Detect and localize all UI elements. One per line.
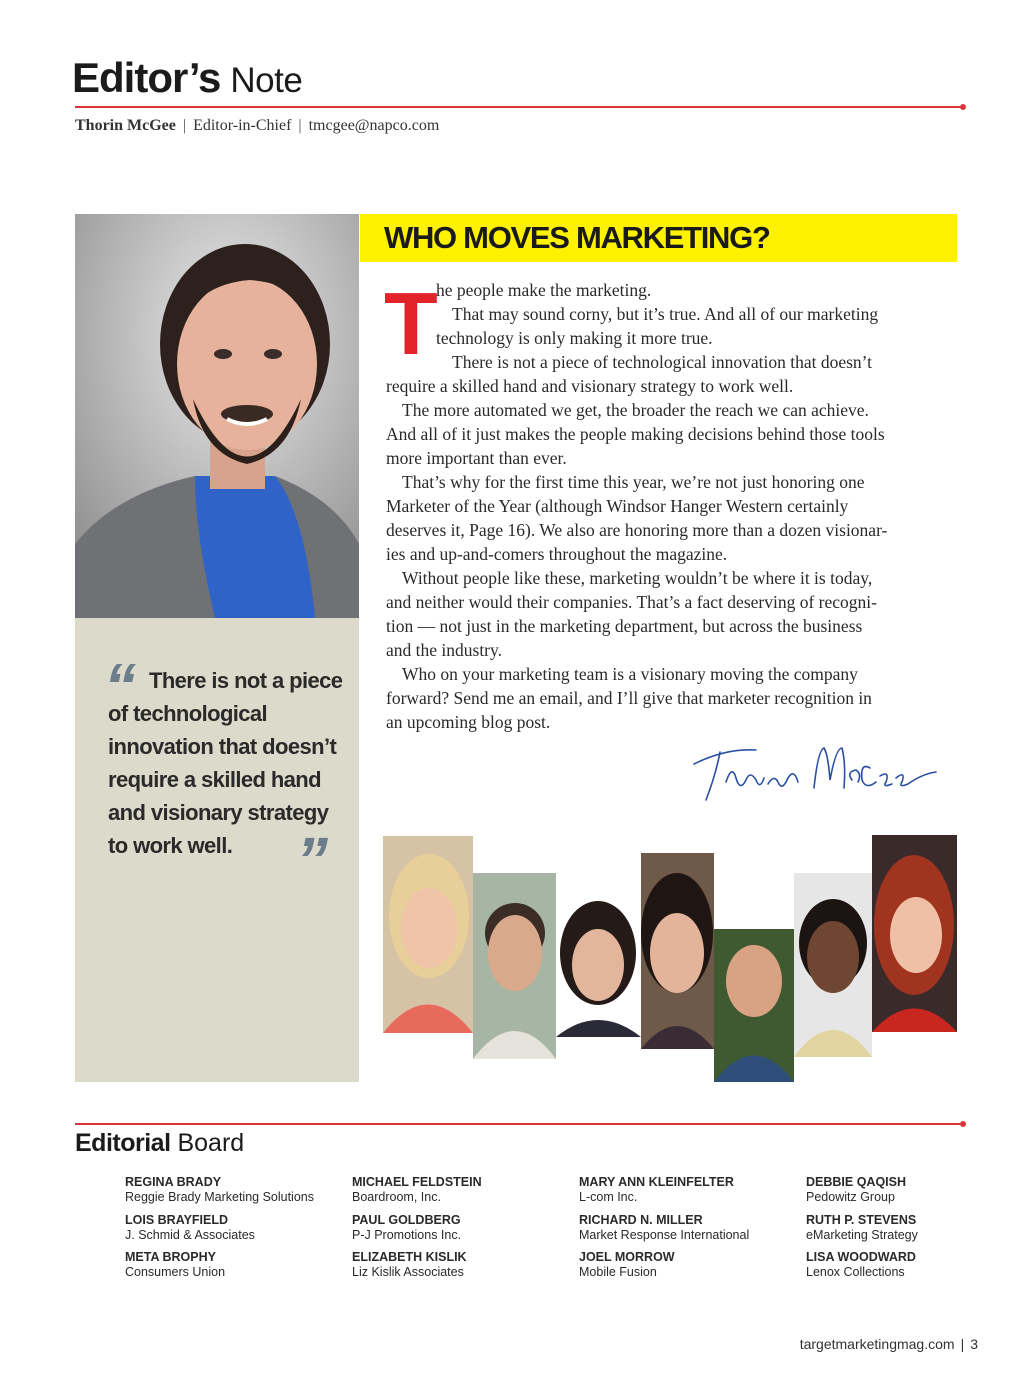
byline: Thorin McGee | Editor-in-Chief | tmcgee@napco.com	[75, 117, 440, 134]
body-line: The more automated we get, the broader the reach we can achieve.	[402, 400, 869, 420]
honoree-photo	[641, 853, 714, 1049]
honoree-photo	[383, 836, 473, 1033]
board-member: LISA WOODWARD Lenox Collections	[806, 1250, 916, 1279]
pull-quote-line: There is not a piece	[149, 668, 343, 693]
drop-cap: T	[384, 274, 438, 373]
editor-signature	[686, 734, 946, 804]
byline-role: Editor-in-Chief	[193, 117, 292, 134]
honoree-photo	[473, 873, 556, 1059]
board-rule	[75, 1123, 963, 1125]
body-line: There is not a piece of technological innovation that doesn’t	[452, 352, 873, 372]
pull-quote-line: innovation that doesn’t	[108, 734, 337, 759]
body-line: That may sound corny, but it’s true. And all of our marketing	[452, 304, 879, 324]
page-footer: targetmarketingmag.com | 3	[799, 1336, 978, 1352]
byline-email[interactable]: tmcgee@napco.com	[308, 117, 440, 134]
pull-quote-line: of technological	[108, 701, 268, 726]
board-member: PAUL GOLDBERG P-J Promotions Inc.	[352, 1213, 462, 1242]
body-line: and neither would their companies. That’s a fact deserving of recogni-	[386, 592, 877, 612]
page-title-bold: Editor’s	[72, 54, 221, 101]
honoree-photo	[872, 835, 957, 1032]
open-quote-mark: “	[104, 650, 136, 722]
board-member: RICHARD N. MILLER Market Response International	[579, 1213, 750, 1242]
board-member: RUTH P. STEVENS eMarketing Strategy	[806, 1213, 918, 1242]
body-line: forward? Send me an email, and I’ll give that marketer recognition in	[386, 688, 872, 708]
pull-quote-line: require a skilled hand	[108, 767, 321, 792]
body-line: he people make the marketing.	[436, 280, 652, 300]
board-member: DEBBIE QAQISH Pedowitz Group	[806, 1175, 907, 1204]
pull-quote-line: to work well.	[108, 833, 233, 858]
body-line: That’s why for the first time this year, we’re not just honoring one	[402, 472, 865, 492]
body-line: And all of it just makes the people making decisions behind those tools	[386, 424, 885, 444]
body-line: ies and up-and-comers throughout the magazine.	[386, 544, 728, 564]
board-title-bold: Editorial	[75, 1129, 171, 1157]
body-line: technology is only making it more true.	[436, 328, 713, 348]
page-title-light: Note	[230, 61, 303, 100]
body-line: require a skilled hand and visionary strategy to work well.	[386, 376, 794, 396]
board-member: JOEL MORROW Mobile Fusion	[579, 1250, 675, 1279]
pull-quote	[108, 664, 348, 862]
board-member: ELIZABETH KISLIK Liz Kislik Associates	[352, 1250, 467, 1279]
header-rule	[75, 106, 963, 108]
pull-quote-line: and visionary strategy	[108, 800, 329, 825]
body-line: tion — not just in the marketing department, but across the business	[386, 616, 863, 636]
body-line: deserves it, Page 16). We also are honoring more than a dozen visionar-	[386, 520, 888, 540]
editor-portrait	[75, 214, 359, 618]
byline-name: Thorin McGee	[75, 117, 176, 134]
body-line: Who on your marketing team is a visionary moving the company	[402, 664, 858, 684]
body-line: Without people like these, marketing wouldn’t be where it is today,	[402, 568, 873, 588]
board-member: MARY ANN KLEINFELTER L-com Inc.	[579, 1175, 734, 1204]
page-number: 3	[970, 1336, 978, 1352]
board-member: LOIS BRAYFIELD J. Schmid & Associates	[125, 1213, 255, 1242]
editorial-board-title	[75, 1129, 244, 1158]
body-line: Marketer of the Year (although Windsor Hanger Western certainly	[386, 496, 849, 516]
article-headline: WHO MOVES MARKETING?	[384, 220, 770, 255]
close-quote-mark: ”	[296, 824, 328, 896]
body-line: more important than ever.	[386, 448, 567, 468]
body-line: an upcoming blog post.	[386, 712, 551, 732]
body-line: and the industry.	[386, 640, 502, 660]
board-member: REGINA BRADY Reggie Brady Marketing Solutions	[125, 1175, 314, 1204]
honoree-photo	[556, 883, 641, 1037]
board-member: MICHAEL FELDSTEIN Boardroom, Inc.	[352, 1175, 482, 1204]
board-title-light: Board	[177, 1129, 245, 1157]
board-member: META BROPHY Consumers Union	[125, 1250, 226, 1279]
honoree-photo	[714, 929, 794, 1082]
page-title	[72, 54, 302, 102]
honoree-photo	[794, 873, 872, 1057]
footer-site-link[interactable]: targetmarketingmag.com	[799, 1336, 955, 1352]
